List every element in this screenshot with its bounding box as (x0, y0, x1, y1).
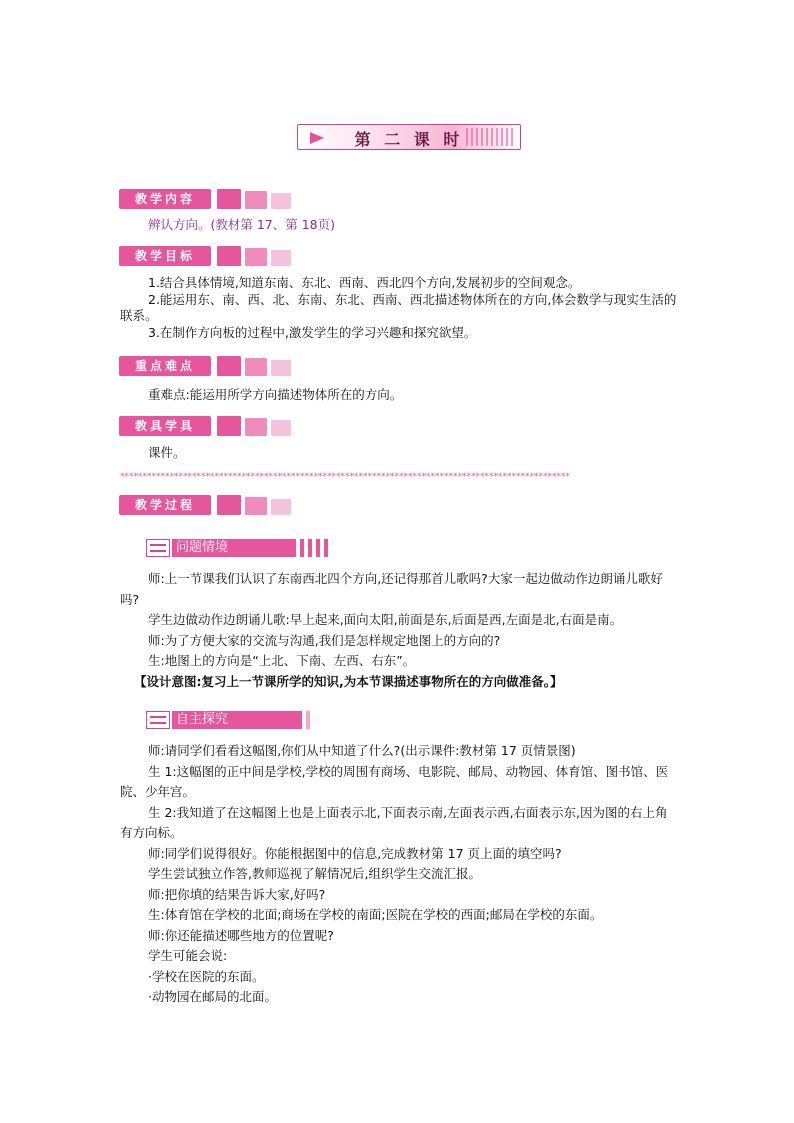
part-number-box (146, 711, 170, 729)
stripe-decoration (300, 539, 304, 557)
stripe-decoration (306, 711, 310, 729)
paragraph: ·学校在医院的东面。 (148, 968, 265, 984)
content-text: 辨认方向。(教材第 17、第 18页) (148, 217, 336, 232)
paragraph: 生:体育馆在学校的北面;商场在学校的南面;医院在学校的西面;邮局在学校的东面。 (148, 907, 603, 922)
star-divider: **************************************************************************************************** (120, 472, 570, 482)
square-decoration (271, 499, 291, 515)
stripe-decoration (324, 539, 328, 557)
square-decoration (217, 356, 241, 376)
square-decoration (245, 191, 267, 209)
square-decoration (271, 193, 291, 209)
paragraph: 师:把你填的结果告诉大家,好吗? (148, 886, 326, 902)
objective-item: 1.结合具体情境,知道东南、东北、西南、西北四个方向,发展初步的空间观念。 (148, 275, 581, 290)
paragraph: ·动物园在邮局的北面。 (148, 989, 277, 1004)
materials-text: 课件。 (148, 445, 186, 460)
lesson-title: 第 二 课 时 (354, 130, 464, 149)
square-decoration (245, 418, 267, 436)
design-intent-note: 【设计意图:复习上一节课所学的知识,为本节课描述事物所在的方向做准备。】 (134, 673, 563, 689)
square-decoration (271, 420, 291, 436)
square-decoration (245, 358, 267, 376)
section-label: 教学内容 (119, 189, 211, 209)
square-decoration (271, 360, 291, 376)
part-number-glyph (150, 544, 166, 552)
section-label: 教学目标 (119, 246, 211, 266)
lesson-title-banner (297, 124, 521, 150)
section-label: 教具学具 (119, 416, 211, 436)
part-title: 自主探究 (172, 711, 302, 729)
stripe-decoration (316, 539, 320, 557)
paragraph: 生 1:这幅图的正中间是学校,学校的周围有商场、电影院、邮局、动物园、体育馆、图书馆、医院、少年宫。 (120, 763, 669, 799)
paragraph: 生 2:我知道了在这幅图上也是上面表示北,下面表示南,左面表示西,右面表示东,因为图的右上角有方向标。 (120, 804, 668, 840)
square-decoration (271, 250, 291, 266)
paragraph: 师:你还能描述哪些地方的位置呢? (148, 927, 334, 943)
part-number-box (146, 539, 170, 557)
paragraph: 师:上一节课我们认识了东南西北四个方向,还记得那首儿歌吗?大家一起边做动作边朗诵儿歌好吗? (120, 571, 663, 607)
part-title: 问题情境 (172, 539, 296, 557)
section-label: 重点难点 (119, 356, 211, 376)
square-decoration (217, 495, 241, 515)
paragraph: 学生尝试独立作答,教师巡视了解情况后,组织学生交流汇报。 (148, 866, 481, 881)
section-label: 教学过程 (119, 495, 211, 515)
stripe-decoration (308, 539, 312, 557)
paragraph: 生:地图上的方向是“上北、下南、左西、右东”。 (148, 653, 416, 668)
paragraph: 学生可能会说: (148, 948, 228, 963)
square-decoration (245, 497, 267, 515)
part1-header (146, 539, 330, 559)
square-decoration (217, 246, 241, 266)
objective-item: 3.在制作方向板的过程中,激发学生的学习兴趣和探究欲望。 (148, 324, 477, 340)
part2-body (120, 741, 680, 1008)
key-points-text: 重难点:能运用所学方向描述物体所在的方向。 (148, 387, 403, 402)
square-decoration (217, 189, 241, 209)
part2-header (146, 711, 330, 731)
objectives-list (120, 275, 680, 341)
square-decoration (245, 248, 267, 266)
paragraph: 师:为了方便大家的交流与沟通,我们是怎样规定地图上的方向的? (148, 632, 501, 648)
paragraph: 学生边做动作边朗诵儿歌:早上起来,面向太阳,前面是东,后面是西,左面是北,右面是南。 (148, 612, 623, 627)
objective-item: 2.能运用东、南、西、北、东南、东北、西南、西北描述物体所在的方向,体会数学与现实生活的联系。 (120, 291, 677, 323)
part-number-glyph (150, 716, 166, 724)
paragraph: 师:同学们说得很好。你能根据图中的信息,完成教材第 17 页上面的填空吗? (148, 845, 562, 861)
paragraph: 师:请同学们看看这幅图,你们从中知道了什么?(出示课件:教材第 17 页情景图) (148, 743, 576, 758)
part1-body (120, 569, 680, 692)
square-decoration (217, 416, 241, 436)
